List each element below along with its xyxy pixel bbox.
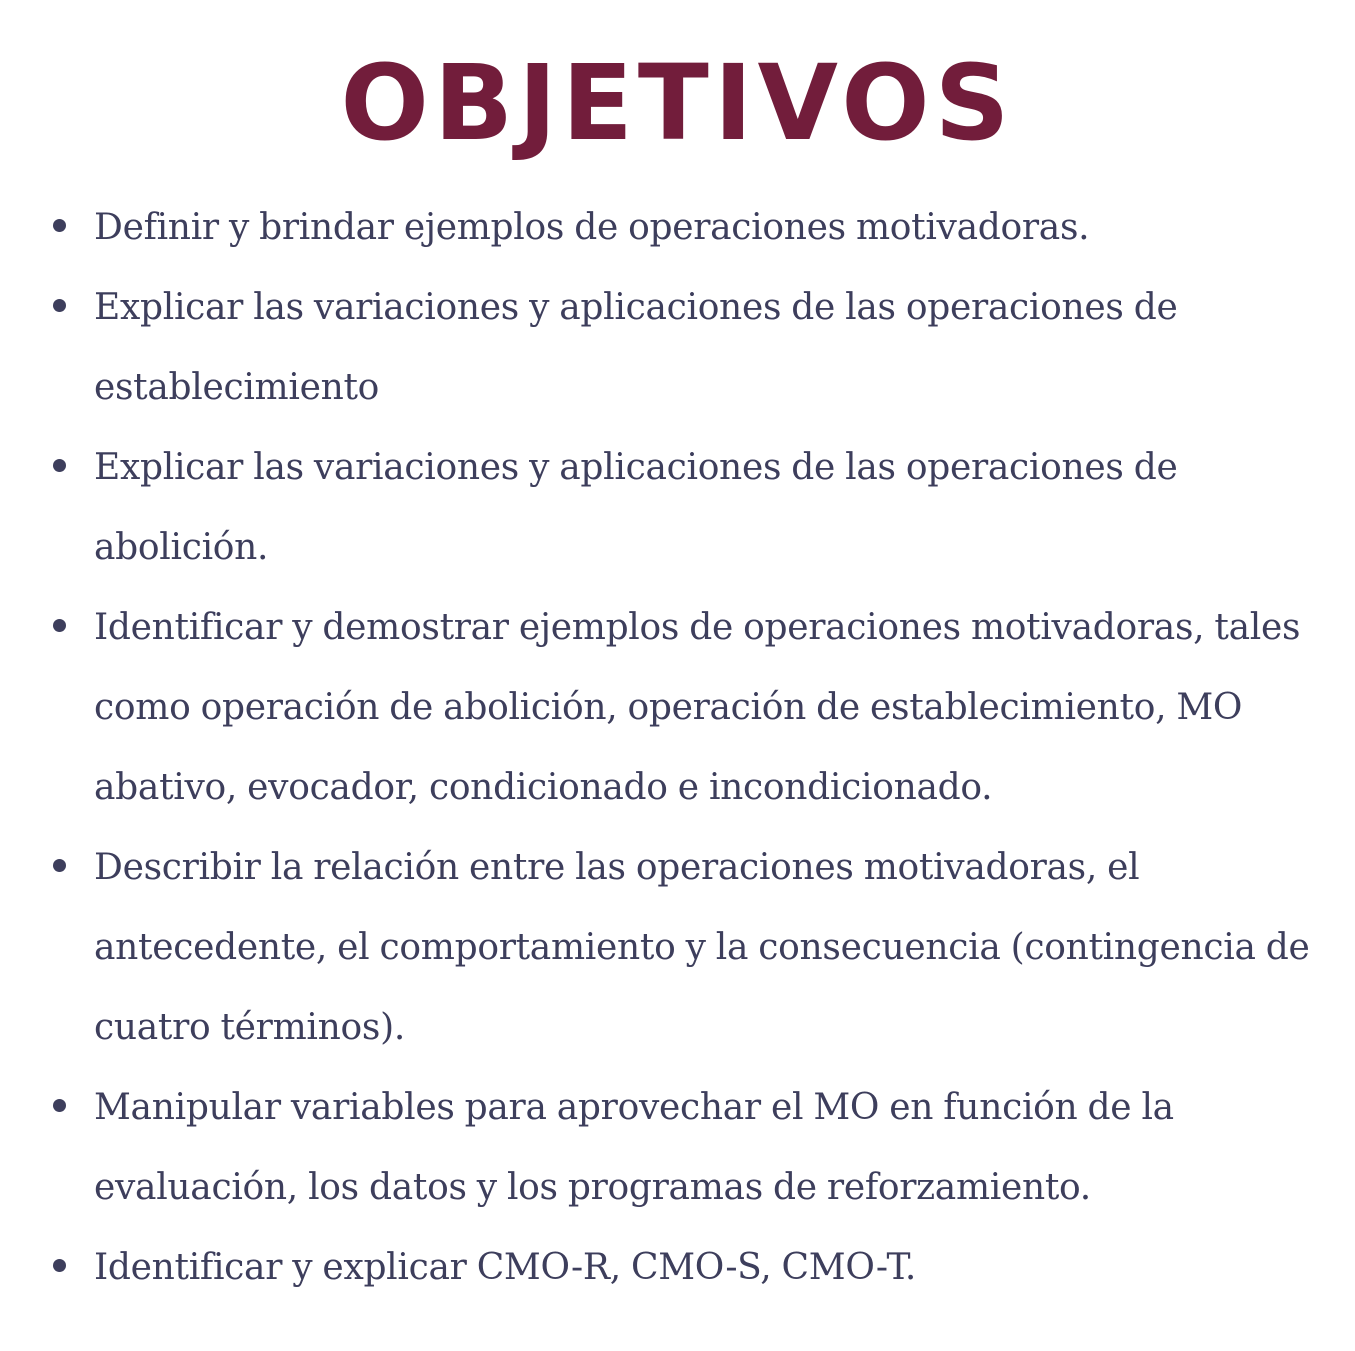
objective-text: Explicar las variaciones y aplicaciones de las operaciones de establecimiento xyxy=(94,287,1178,408)
list-item xyxy=(94,188,1334,268)
bullet-icon xyxy=(53,859,66,872)
objective-text: Manipular variables para aprovechar el MO en función de la evaluación, los datos y los programas de reforzamiento. xyxy=(94,1087,1174,1208)
bullet-icon xyxy=(53,619,66,632)
list-item xyxy=(94,428,1334,588)
objective-text: Identificar y explicar CMO-R, CMO-S, CMO-T. xyxy=(94,1247,917,1288)
list-item xyxy=(94,1228,1334,1308)
objective-text: Describir la relación entre las operaciones motivadoras, el antecedente, el comportamiento y la consecuencia (contingencia de cuatro términos). xyxy=(94,847,1310,1048)
list-item xyxy=(94,268,1334,428)
objective-text: Definir y brindar ejemplos de operaciones motivadoras. xyxy=(94,207,1090,248)
bullet-icon xyxy=(53,1259,66,1272)
objective-text: Identificar y demostrar ejemplos de operaciones motivadoras, tales como operación de abolición, operación de establecimiento, MO abativo, evocador, condicionado e incondicionado. xyxy=(94,607,1301,808)
bullet-icon xyxy=(53,459,66,472)
objective-text: Explicar las variaciones y aplicaciones de las operaciones de abolición. xyxy=(94,447,1178,568)
bullet-icon xyxy=(53,219,66,232)
list-item xyxy=(94,828,1334,1068)
bullet-icon xyxy=(53,1099,66,1112)
list-item xyxy=(94,588,1334,828)
page-title: OBJETIVOS xyxy=(340,42,1015,164)
bullet-icon xyxy=(53,299,66,312)
list-item xyxy=(94,1068,1334,1228)
objectives-list xyxy=(94,188,1334,1308)
